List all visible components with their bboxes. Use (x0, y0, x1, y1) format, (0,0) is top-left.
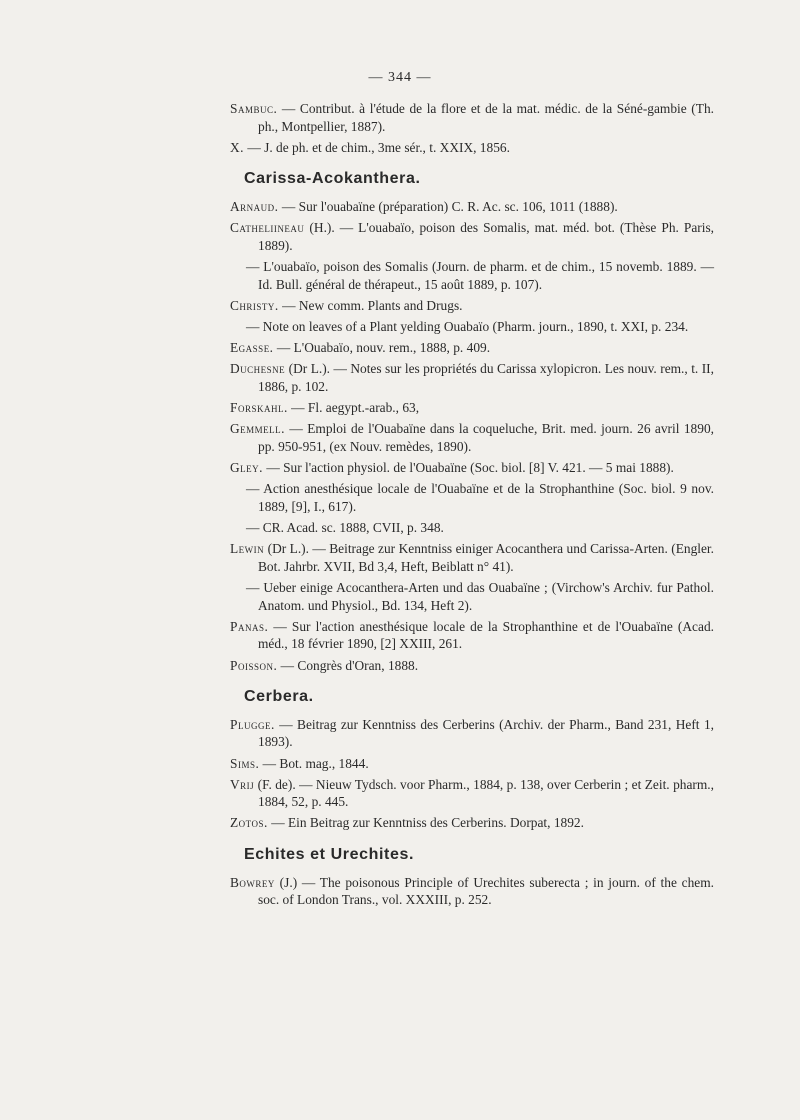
entry-author: Zotos. (230, 815, 268, 831)
bibliography-entry (230, 540, 714, 575)
entry-text: — Emploi de l'Ouabaïne dans la coqueluche, Brit. med. journ. 26 avril 1890, pp. 950-951, (ex Nouv. remèdes, 1890). (258, 421, 714, 454)
entry-text: (H.). — L'ouabaïo, poison des Somalis, mat. méd. bot. (Thèse Ph. Paris, 1889). (258, 220, 714, 253)
bibliography-entry (230, 198, 714, 216)
entry-text: — Congrès d'Oran, 1888. (277, 657, 419, 673)
bibliography-entry (230, 519, 714, 537)
entry-author: Sims. (230, 755, 260, 771)
page-number: — 344 — (368, 70, 432, 85)
entry-author: Catheliineau (230, 220, 305, 236)
bibliography-entry (230, 579, 714, 614)
bibliography-entry (230, 219, 714, 254)
entry-text: — Ein Beitrag zur Kenntniss des Cerberins. Dorpat, 1892. (267, 815, 584, 831)
entry-author: Plugge. (230, 716, 275, 732)
entry-author: Christy. (230, 297, 279, 313)
entry-text: — Note on leaves of a Plant yelding Ouabaïo (Pharm. journ., 1890, t. XXI, p. 234. (246, 318, 689, 334)
bibliography-entry (230, 318, 714, 336)
section-heading: Echites et Urechites. (244, 846, 414, 864)
bibliography-section (230, 846, 714, 909)
bibliography-entry (230, 339, 714, 357)
entry-text: — Sur l'ouabaïne (préparation) C. R. Ac. sc. 106, 1011 (1888). (278, 198, 618, 214)
bibliography-entry (230, 776, 714, 811)
bibliography-entry (230, 716, 714, 751)
entry-author: Duchesne (230, 361, 286, 377)
bibliography-entry (230, 297, 714, 315)
bibliography-entry (230, 258, 714, 293)
entry-text: — Bot. mag., 1844. (259, 755, 369, 771)
entry-author: Vrij (230, 776, 255, 792)
entry-text: — Ueber einige Acocanthera-Arten und das Ouabaïne ; (Virchow's Archiv. fur Pathol. Anatom. und Physiol., Bd. 134, Heft 2). (246, 579, 714, 613)
entry-author: Sambuc. (230, 101, 278, 116)
bibliography-entry (230, 657, 714, 675)
bibliography-entry (230, 814, 714, 832)
entry-author: Arnaud. (230, 198, 279, 214)
bibliography-entry (230, 100, 714, 135)
bibliography-entry (230, 755, 714, 773)
bibliography-section (230, 100, 714, 156)
entry-text: — Sur l'action physiol. de l'Ouabaïne (Soc. biol. [8] V. 421. — 5 mai 1888). (263, 460, 674, 476)
entry-text: (F. de). — Nieuw Tydsch. voor Pharm., 1884, p. 138, over Cerberin ; et Zeit. pharm., 1884, 52, p. 445. (254, 776, 714, 810)
entry-author: Gley. (230, 460, 264, 476)
entry-text: — Sur l'action anesthésique locale de la Strophanthine et de l'Ouabaïne (Acad. méd., 18 février 1890, [2] XXIII, 261. (258, 618, 714, 652)
entry-author: X. (230, 139, 245, 155)
entry-text: — L'ouabaïo, poison des Somalis (Journ. de pharm. et de chim., 15 novemb. 1889. — Id. Bull. général de thérapeut., 15 août 1889, p. 107). (246, 258, 714, 292)
bibliography-entry (230, 360, 714, 395)
bibliography-entry (230, 139, 714, 157)
entry-author: Lewin (230, 541, 265, 557)
entry-text: — Fl. aegypt.-arab., 63, (287, 400, 420, 416)
bibliography-content (230, 100, 714, 912)
entry-author: Gemmell. (230, 421, 286, 437)
entry-text: — Action anesthésique locale de l'Ouabaïne et de la Strophanthine (Soc. biol. 9 nov. 1889, [9], I., 617). (246, 481, 714, 514)
entry-author: Panas. (230, 618, 269, 634)
bibliography-entry (230, 459, 714, 477)
entry-author: Forskahl. (230, 400, 288, 416)
entry-author: Egasse. (230, 340, 274, 356)
bibliography-entry (230, 874, 714, 909)
section-heading: Cerbera. (244, 688, 314, 706)
bibliography-entry (230, 480, 714, 515)
entry-text: (Dr L.). — Notes sur les propriétés du Carissa xylopicron. Les nouv. rem., t. II, 1886, p. 102. (258, 361, 714, 394)
entry-author: Poisson. (230, 657, 278, 673)
entry-text: — New comm. Plants and Drugs. (278, 297, 463, 313)
entry-text: (Dr L.). — Beitrage zur Kenntniss einiger Acocanthera und Carissa-Arten. (Engler. Bot. Jahrbr. XVII, Bd 3,4, Heft, Beiblatt n° 41). (258, 541, 714, 574)
entry-text: — L'Ouabaïo, nouv. rem., 1888, p. 409. (273, 340, 491, 356)
bibliography-entry (230, 420, 714, 455)
bibliography-entry (230, 399, 714, 417)
entry-text: (J.) — The poisonous Principle of Urechites suberecta ; in journ. of the chem. soc. of London Trans., vol. XXXIII, p. 252. (258, 874, 714, 908)
entry-author: Bowrey (230, 874, 275, 890)
entry-text: — J. de ph. et de chim., 3me sér., t. XXIX, 1856. (244, 139, 510, 155)
entry-text: — Beitrag zur Kenntniss des Cerberins (Archiv. der Pharm., Band 231, Heft 1, 1893). (258, 716, 714, 750)
bibliography-section (230, 688, 714, 832)
bibliography-section (230, 170, 714, 674)
bibliography-entry (230, 618, 714, 653)
entry-text: — Contribut. à l'étude de la flore et de la mat. médic. de la Séné-gambie (Th. ph., Montpellier, 1887). (258, 101, 714, 134)
section-heading: Carissa-Acokanthera. (244, 170, 421, 188)
entry-text: — CR. Acad. sc. 1888, CVII, p. 348. (246, 520, 444, 535)
